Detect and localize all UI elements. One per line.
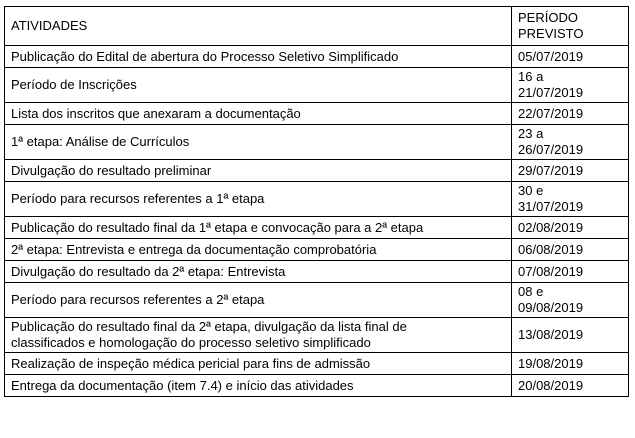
table-row: [5, 160, 629, 182]
period-column-header: [512, 7, 629, 46]
table-row: [5, 283, 629, 318]
date-cell: [512, 125, 629, 160]
table-row: [5, 353, 629, 375]
activity-cell: [5, 261, 512, 283]
table-row: [5, 125, 629, 160]
table-row: [5, 103, 629, 125]
activity-cell: [5, 46, 512, 68]
date-text: 21/07/2019: [518, 85, 584, 100]
activity-cell: [5, 239, 512, 261]
date-cell: [512, 217, 629, 239]
activity-text: classificados e homologação do processo seletivo simplificado: [11, 335, 371, 350]
date-cell: [512, 375, 629, 397]
table-row: [5, 68, 629, 103]
date-text: 02/08/2019: [518, 219, 584, 235]
activity-text: Lista dos inscritos que anexaram a documentação: [11, 105, 301, 121]
activity-cell: [5, 182, 512, 217]
table-row: [5, 375, 629, 397]
date-cell: [512, 68, 629, 103]
activity-text: Entrega da documentação (item 7.4) e início das atividades: [11, 377, 354, 393]
date-cell: [512, 283, 629, 318]
activity-cell: [5, 160, 512, 182]
date-text: 07/08/2019: [518, 263, 584, 279]
date-text: 30 e: [518, 183, 544, 198]
date-cell: [512, 261, 629, 283]
table-row: [5, 261, 629, 283]
activity-text: 2ª etapa: Entrevista e entrega da documentação comprobatória: [11, 241, 377, 257]
table-header-row: [5, 7, 629, 46]
activity-text: Publicação do resultado final da 2ª etapa, divulgação da lista final de: [11, 319, 407, 334]
date-text: 19/08/2019: [518, 355, 584, 371]
activity-text: Publicação do resultado final da 1ª etapa e convocação para a 2ª etapa: [11, 219, 424, 235]
activity-cell: [5, 125, 512, 160]
date-cell: [512, 103, 629, 125]
activity-cell: [5, 217, 512, 239]
schedule-body: [5, 46, 629, 397]
date-cell: [512, 239, 629, 261]
table-row: [5, 318, 629, 353]
activity-text: Divulgação do resultado da 2ª etapa: Entrevista: [11, 263, 286, 279]
date-cell: [512, 353, 629, 375]
date-text: 16 a: [518, 69, 544, 84]
date-text: 22/07/2019: [518, 105, 584, 121]
activity-text: 1ª etapa: Análise de Currículos: [11, 134, 190, 149]
activity-text: Publicação do Edital de abertura do Processo Seletivo Simplificado: [11, 48, 399, 64]
activity-text: Período para recursos referentes a 2ª etapa: [11, 292, 265, 307]
date-text: 08 e: [518, 284, 544, 299]
date-text: 13/08/2019: [518, 327, 584, 342]
schedule-table: [4, 6, 629, 397]
date-text: 23 a: [518, 126, 544, 141]
table-row: [5, 217, 629, 239]
activity-text: Divulgação do resultado preliminar: [11, 162, 212, 178]
activity-text: Realização de inspeção médica pericial para fins de admissão: [11, 355, 371, 371]
activity-text: Período de Inscrições: [11, 77, 137, 92]
activity-cell: [5, 283, 512, 318]
table-row: [5, 46, 629, 68]
date-text: 20/08/2019: [518, 377, 584, 393]
table-row: [5, 182, 629, 217]
activity-cell: [5, 353, 512, 375]
period-header-line2: PREVISTO: [518, 26, 584, 41]
date-cell: [512, 182, 629, 217]
date-text: 09/08/2019: [518, 300, 584, 315]
date-cell: [512, 318, 629, 353]
activity-cell: [5, 103, 512, 125]
date-text: 05/07/2019: [518, 48, 584, 64]
activities-header-text: ATIVIDADES: [11, 18, 88, 33]
date-cell: [512, 46, 629, 68]
date-text: 29/07/2019: [518, 162, 584, 178]
date-text: 26/07/2019: [518, 142, 584, 157]
date-cell: [512, 160, 629, 182]
activity-text: Período para recursos referentes a 1ª etapa: [11, 191, 265, 206]
activity-cell: [5, 68, 512, 103]
activity-cell: [5, 375, 512, 397]
date-text: 06/08/2019: [518, 241, 584, 257]
period-header-line1: PERÍODO: [518, 10, 578, 25]
activity-cell: [5, 318, 512, 353]
date-text: 31/07/2019: [518, 199, 584, 214]
activities-column-header: [5, 7, 512, 46]
table-row: [5, 239, 629, 261]
